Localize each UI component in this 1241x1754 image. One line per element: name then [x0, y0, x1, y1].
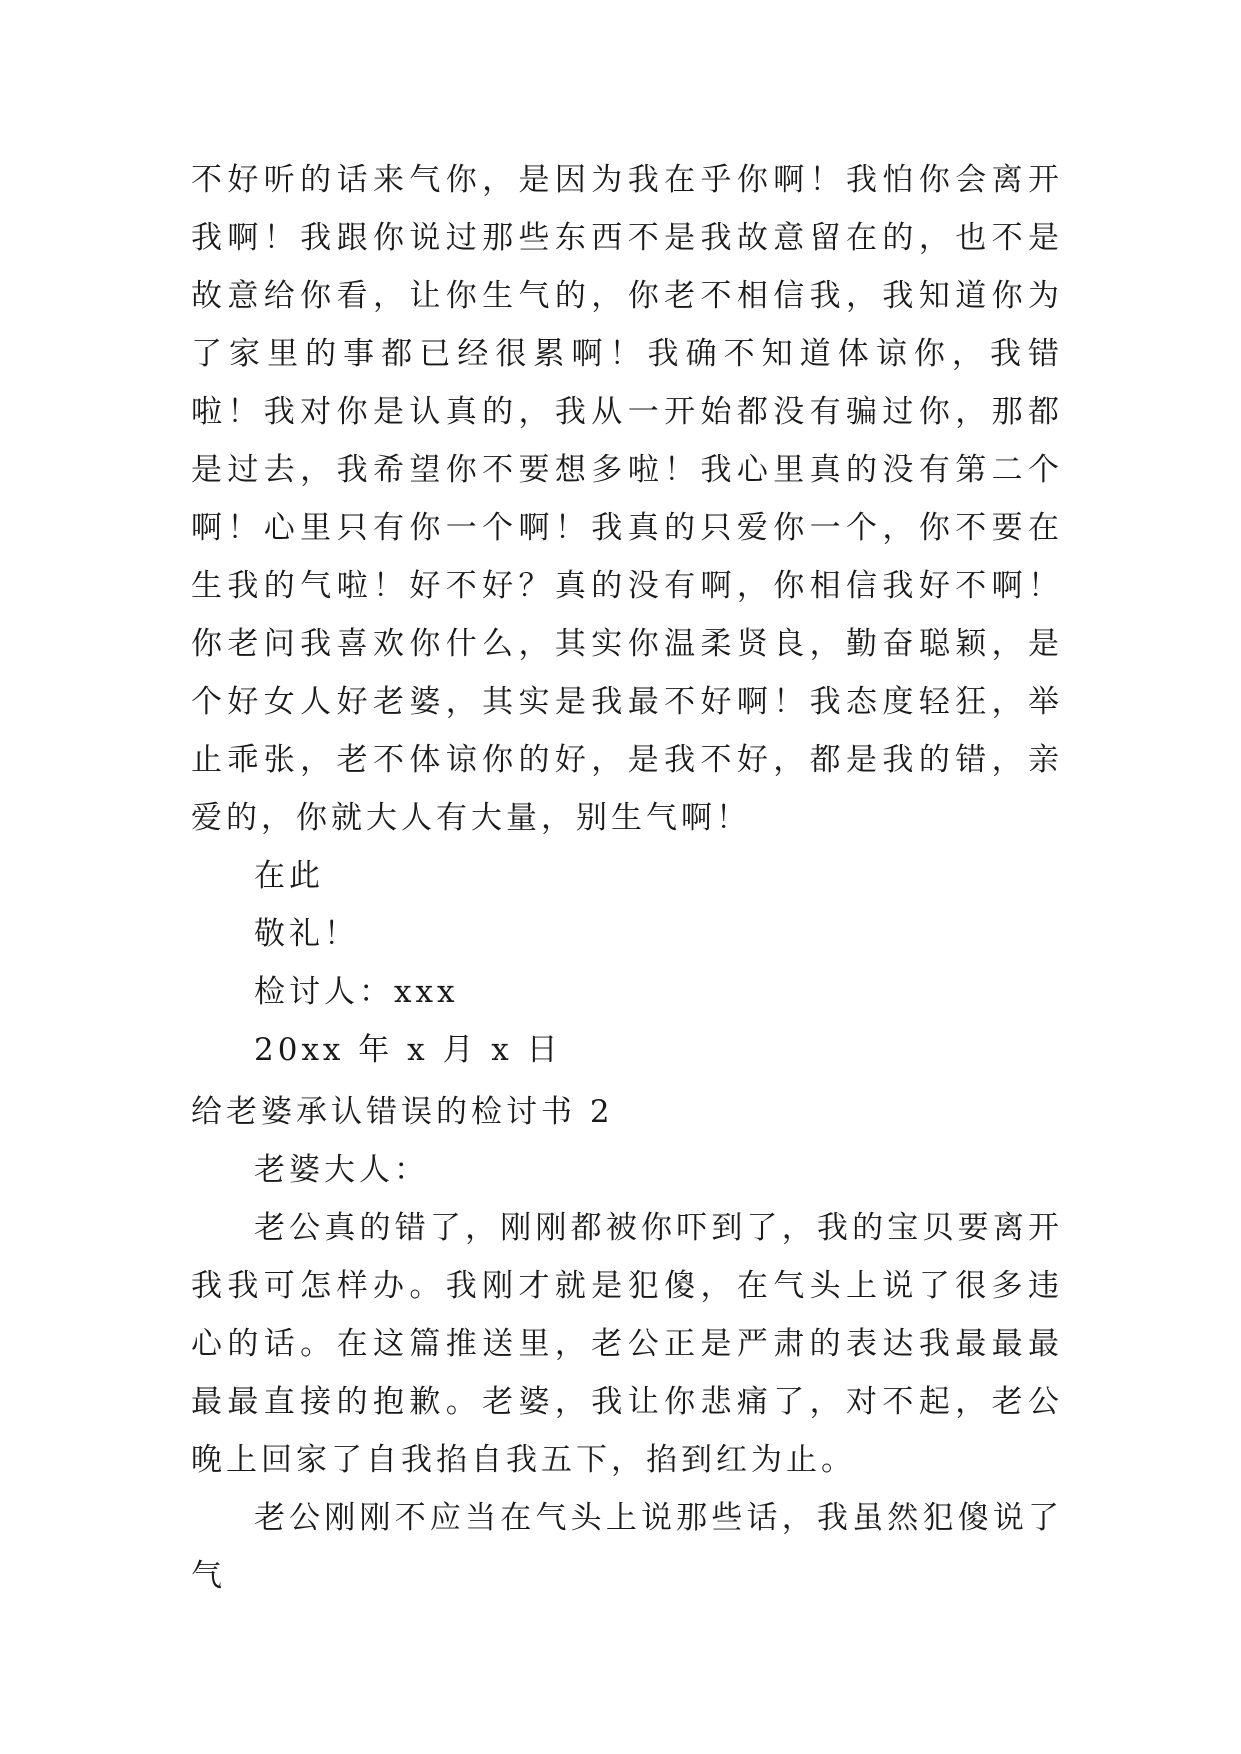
- date-line: 20xx 年 x 月 x 日: [254, 1032, 562, 1068]
- section1-body-paragraph: 不好听的话来气你，是因为我在乎你啊！我怕你会离开我啊！我跟你说过那些东西不是我故意留在的，也不是故意给你看，让你生气的，你老不相信我，我知道你为了家里的事都已经很累啊！我确不知道体谅你，我错啦！我对你是认真的，我从一开始都没有骗过你，那都是过去，我希望你不要想多啦！我心里真的没有第二个啊！心里只有你一个啊！我真的只爱你一个，你不要在生我的气啦！好不好？真的没有啊，你相信我好不啊！你老问我喜欢你什么，其实你温柔贤良，勤奋聪颖，是个好女人好老婆，其实是我最不好啊！我态度轻狂，举止乖张，老不体谅你的好，是我不好，都是我的错，亲爱的，你就大人有大量，别生气啊！: [191, 162, 1063, 836]
- salutation: 老婆大人：: [254, 1152, 429, 1188]
- section2: [191, 1083, 1063, 1605]
- signature-line: 检讨人：xxx: [254, 974, 459, 1010]
- section2-title: 给老婆承认错误的检讨书 2: [191, 1094, 614, 1130]
- closing-line-2: 敬礼！: [254, 916, 359, 952]
- closing-line-1: 在此: [254, 858, 324, 894]
- section1: [191, 151, 1063, 1079]
- section2-paragraph-1: 老公真的错了，刚刚都被你吓到了，我的宝贝要离开我我可怎样办。我刚才就是犯傻，在气头上说了很多违心的话。在这篇推送里，老公正是严肃的表达我最最最最最直接的抱歉。老婆，我让你悲痛了，对不起，老公晚上回家了自我掐自我五下，掐到红为止。: [191, 1210, 1063, 1478]
- section2-paragraph-2: 老公刚刚不应当在气头上说那些话，我虽然犯傻说了气: [191, 1500, 1063, 1594]
